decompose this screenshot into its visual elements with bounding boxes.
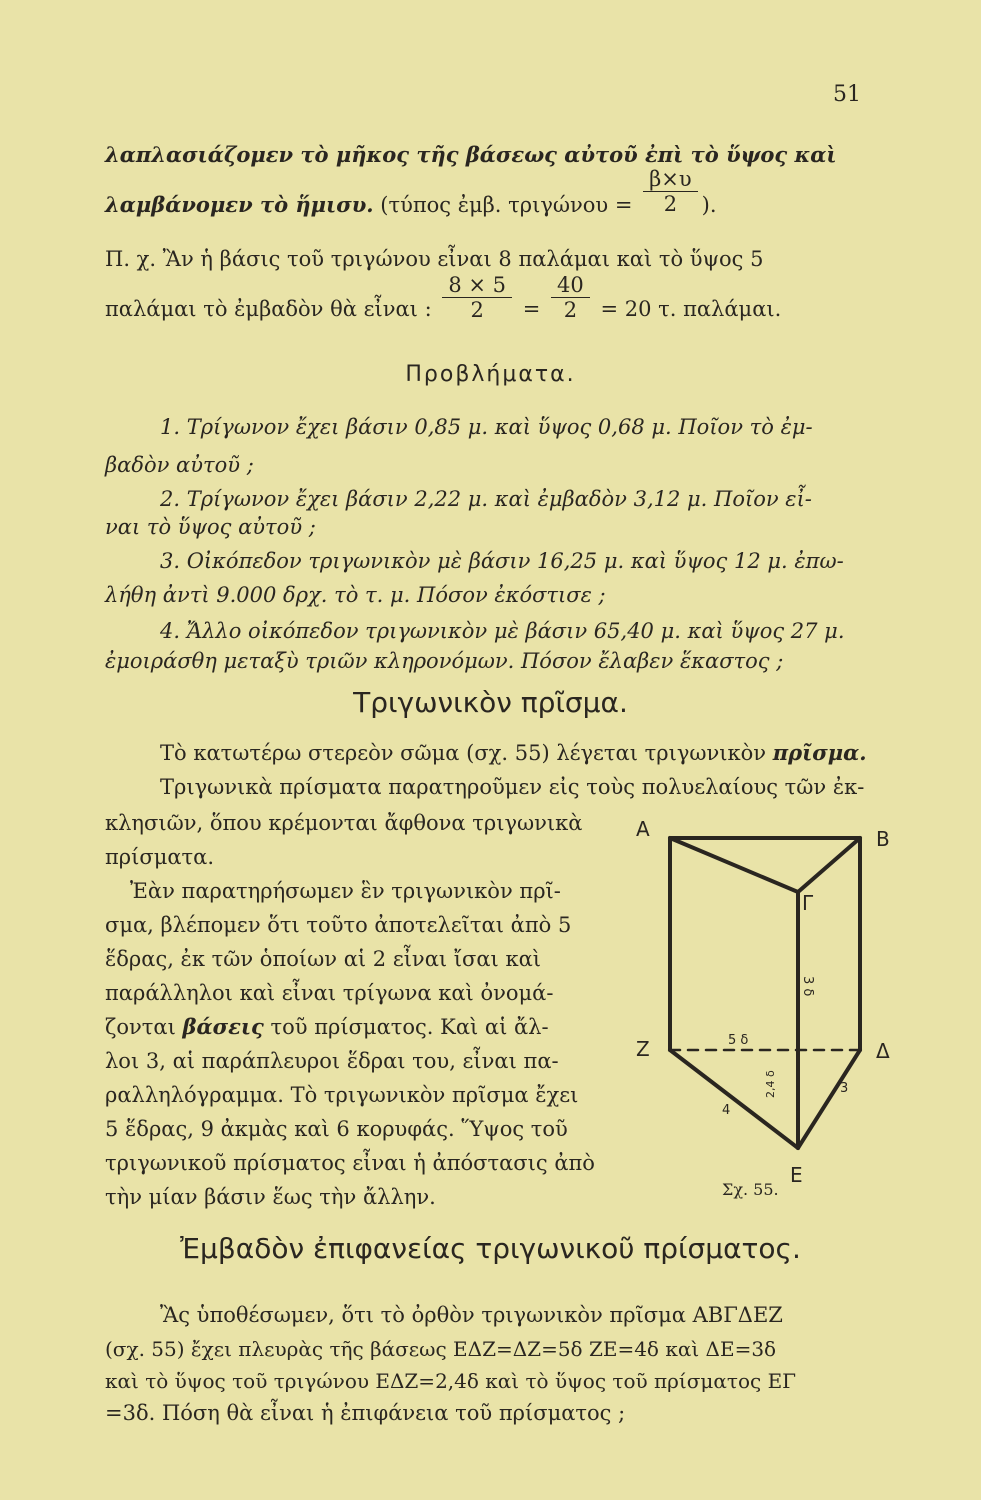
label-a: Α [636, 817, 650, 841]
fraction-2-denominator: 2 [563, 298, 578, 322]
edge-bg [798, 838, 860, 892]
prism-text-3: ἕδρας, ἐκ τῶν ὁποίων αἱ 2 εἶναι ἴσαι καὶ [105, 947, 541, 971]
problem-3-cont: λήθη ἀντὶ 9.000 δρχ. τὸ τ. μ. Πόσον ἐκόστισε ; [105, 583, 606, 607]
label-e: Ε [790, 1163, 803, 1187]
dim-altitude: 2,4 δ [764, 1070, 777, 1098]
problem-1: 1. Τρίγωνον ἔχει βάσιν 0,85 μ. καὶ ὕψος 0,68 μ. Ποῖον τὸ ἐμ- [160, 415, 813, 439]
dim-ze: 4 [722, 1103, 731, 1118]
problem-1-cont: βαδὸν αὐτοῦ ; [105, 453, 254, 477]
prism-text-10: τὴν μίαν βάσιν ἕως τὴν ἄλλην. [105, 1185, 436, 1209]
formula-denominator: 2 [663, 192, 678, 216]
rule-line-1: λαπλασιάζομεν τὸ μῆκος τῆς βάσεως αὐτοῦ ἐπὶ τὸ ὕψος καὶ [105, 142, 837, 167]
prism-text-1: Ἐὰν παρατηρήσωμεν ἓν τριγωνικὸν πρῖ- [130, 879, 561, 903]
label-b: Β [876, 827, 890, 851]
edge-de [798, 1050, 860, 1148]
prism-text-5b: τοῦ πρίσματος. Καὶ αἱ ἄλ- [270, 1015, 549, 1039]
prism-intro-2: Τριγωνικὰ πρίσματα παρατηροῦμεν εἰς τοὺς πολυελαίους τῶν ἐκ- [160, 775, 865, 799]
prism-intro-text: Τὸ κατωτέρω στερεὸν σῶμα (σχ. 55) λέγεται τριγωνικὸν [160, 741, 767, 765]
dim-height: 3 δ [800, 976, 815, 997]
problems-heading: Προβλήματα. [405, 362, 576, 387]
prism-text-6: λοι 3, αἱ παράπλευροι ἕδραι του, εἶναι πα- [105, 1049, 559, 1073]
bases-term: βάσεις [182, 1014, 264, 1039]
formula-numerator: β×υ [643, 167, 698, 192]
problem-3: 3. Οἰκόπεδον τριγωνικὸν μὲ βάσιν 16,25 μ. καὶ ὕψος 12 μ. ἐπω- [160, 549, 844, 573]
prism-intro-3: κλησιῶν, ὅπου κρέμονται ἄφθονα τριγωνικὰ [105, 811, 583, 835]
surface-text-1: Ἂς ὑποθέσωμεν, ὅτι τὸ ὀρθὸν τριγωνικὸν πρῖσμα ΑΒΓΔΕΖ [160, 1303, 783, 1327]
fraction-1-denominator: 2 [470, 298, 484, 322]
label-z: Ζ [636, 1037, 650, 1061]
prism-lines [670, 838, 860, 1148]
problem-2: 2. Τρίγωνον ἔχει βάσιν 2,22 μ. καὶ ἐμβαδὸν 3,12 μ. Ποῖον εἶ- [160, 487, 812, 511]
prism-intro-1 [160, 738, 960, 768]
fraction-2-numerator: 40 [551, 273, 590, 298]
prism-figure [630, 810, 910, 1210]
problem-4-cont: ἐμοιράσθη μεταξὺ τριῶν κληρονόμων. Πόσον ἔλαβεν ἕκαστος ; [105, 649, 784, 673]
example-fraction-1 [442, 273, 512, 322]
fraction-1-numerator: 8 × 5 [442, 273, 512, 298]
surface-text-3: καὶ τὸ ὕψος τοῦ τριγώνου ΕΔΖ=2,4δ καὶ τὸ ὕψος τοῦ πρίσματος ΕΓ [105, 1369, 797, 1393]
problem-4: 4. Ἄλλο οἰκόπεδον τριγωνικὸν μὲ βάσιν 65,40 μ. καὶ ὕψος 27 μ. [160, 619, 845, 643]
label-d: Δ [876, 1039, 890, 1063]
prism-term: πρῖσμα. [772, 740, 867, 765]
dim-zd: 5 δ [728, 1033, 749, 1048]
formula-close: ). [701, 193, 717, 217]
prism-text-2: σμα, βλέπομεν ὅτι τοῦτο ἀποτελεῖται ἀπὸ 5 [105, 913, 572, 937]
example-line-1: Π. χ. Ἂν ἡ βάσις τοῦ τριγώνου εἶναι 8 παλάμαι καὶ τὸ ὕψος 5 [105, 247, 764, 271]
prism-text-8: 5 ἕδρας, 9 ἀκμὰς καὶ 6 κορυφάς. Ὕψος τοῦ [105, 1117, 568, 1141]
surface-text-4: =3δ. Πόση θὰ εἶναι ἡ ἐπιφάνεια τοῦ πρίσματος ; [105, 1401, 626, 1425]
figure-caption: Σχ. 55. [722, 1180, 779, 1199]
prism-intro-4: πρίσματα. [105, 845, 215, 869]
example-fraction-2 [551, 273, 590, 322]
prism-text-5a: ζονται [105, 1015, 176, 1039]
problem-2-cont: ναι τὸ ὕψος αὐτοῦ ; [105, 515, 316, 539]
triangle-area-formula [643, 167, 698, 216]
surface-heading: Ἐμβαδὸν ἐπιφανείας τριγωνικοῦ πρίσματος. [180, 1232, 801, 1265]
rule-half: λαμβάνομεν τὸ ἥμισυ. [105, 192, 374, 217]
prism-text-5 [105, 1012, 610, 1042]
prism-heading: Τριγωνικὸν πρῖσμα. [353, 686, 628, 719]
edge-ag [670, 838, 798, 892]
page-number: 51 [833, 82, 861, 107]
prism-text-7: ραλληλόγραμμα. Τὸ τριγωνικὸν πρῖσμα ἔχει [105, 1083, 579, 1107]
rule-formula-label: (τύπος ἐμβ. τριγώνου = [380, 193, 633, 217]
example-result: = 20 τ. παλάμαι. [600, 297, 782, 321]
prism-text-4: παράλληλοι καὶ εἶναι τρίγωνα καὶ ὀνομά- [105, 981, 554, 1005]
label-g: Γ [802, 891, 814, 915]
surface-text-2: (σχ. 55) ἔχει πλευρὰς τῆς βάσεως ΕΔΖ=ΔΖ=5δ ΖΕ=4δ καὶ ΔΕ=3δ [105, 1337, 777, 1361]
equals-sign: = [522, 297, 541, 321]
dim-de: 3 [840, 1081, 849, 1096]
edge-ze [670, 1050, 798, 1148]
prism-text-9: τριγωνικοῦ πρίσματος εἶναι ἡ ἀπόστασις ἀπὸ [105, 1151, 595, 1175]
example-text: παλάμαι τὸ ἐμβαδὸν θὰ εἶναι : [105, 297, 432, 321]
